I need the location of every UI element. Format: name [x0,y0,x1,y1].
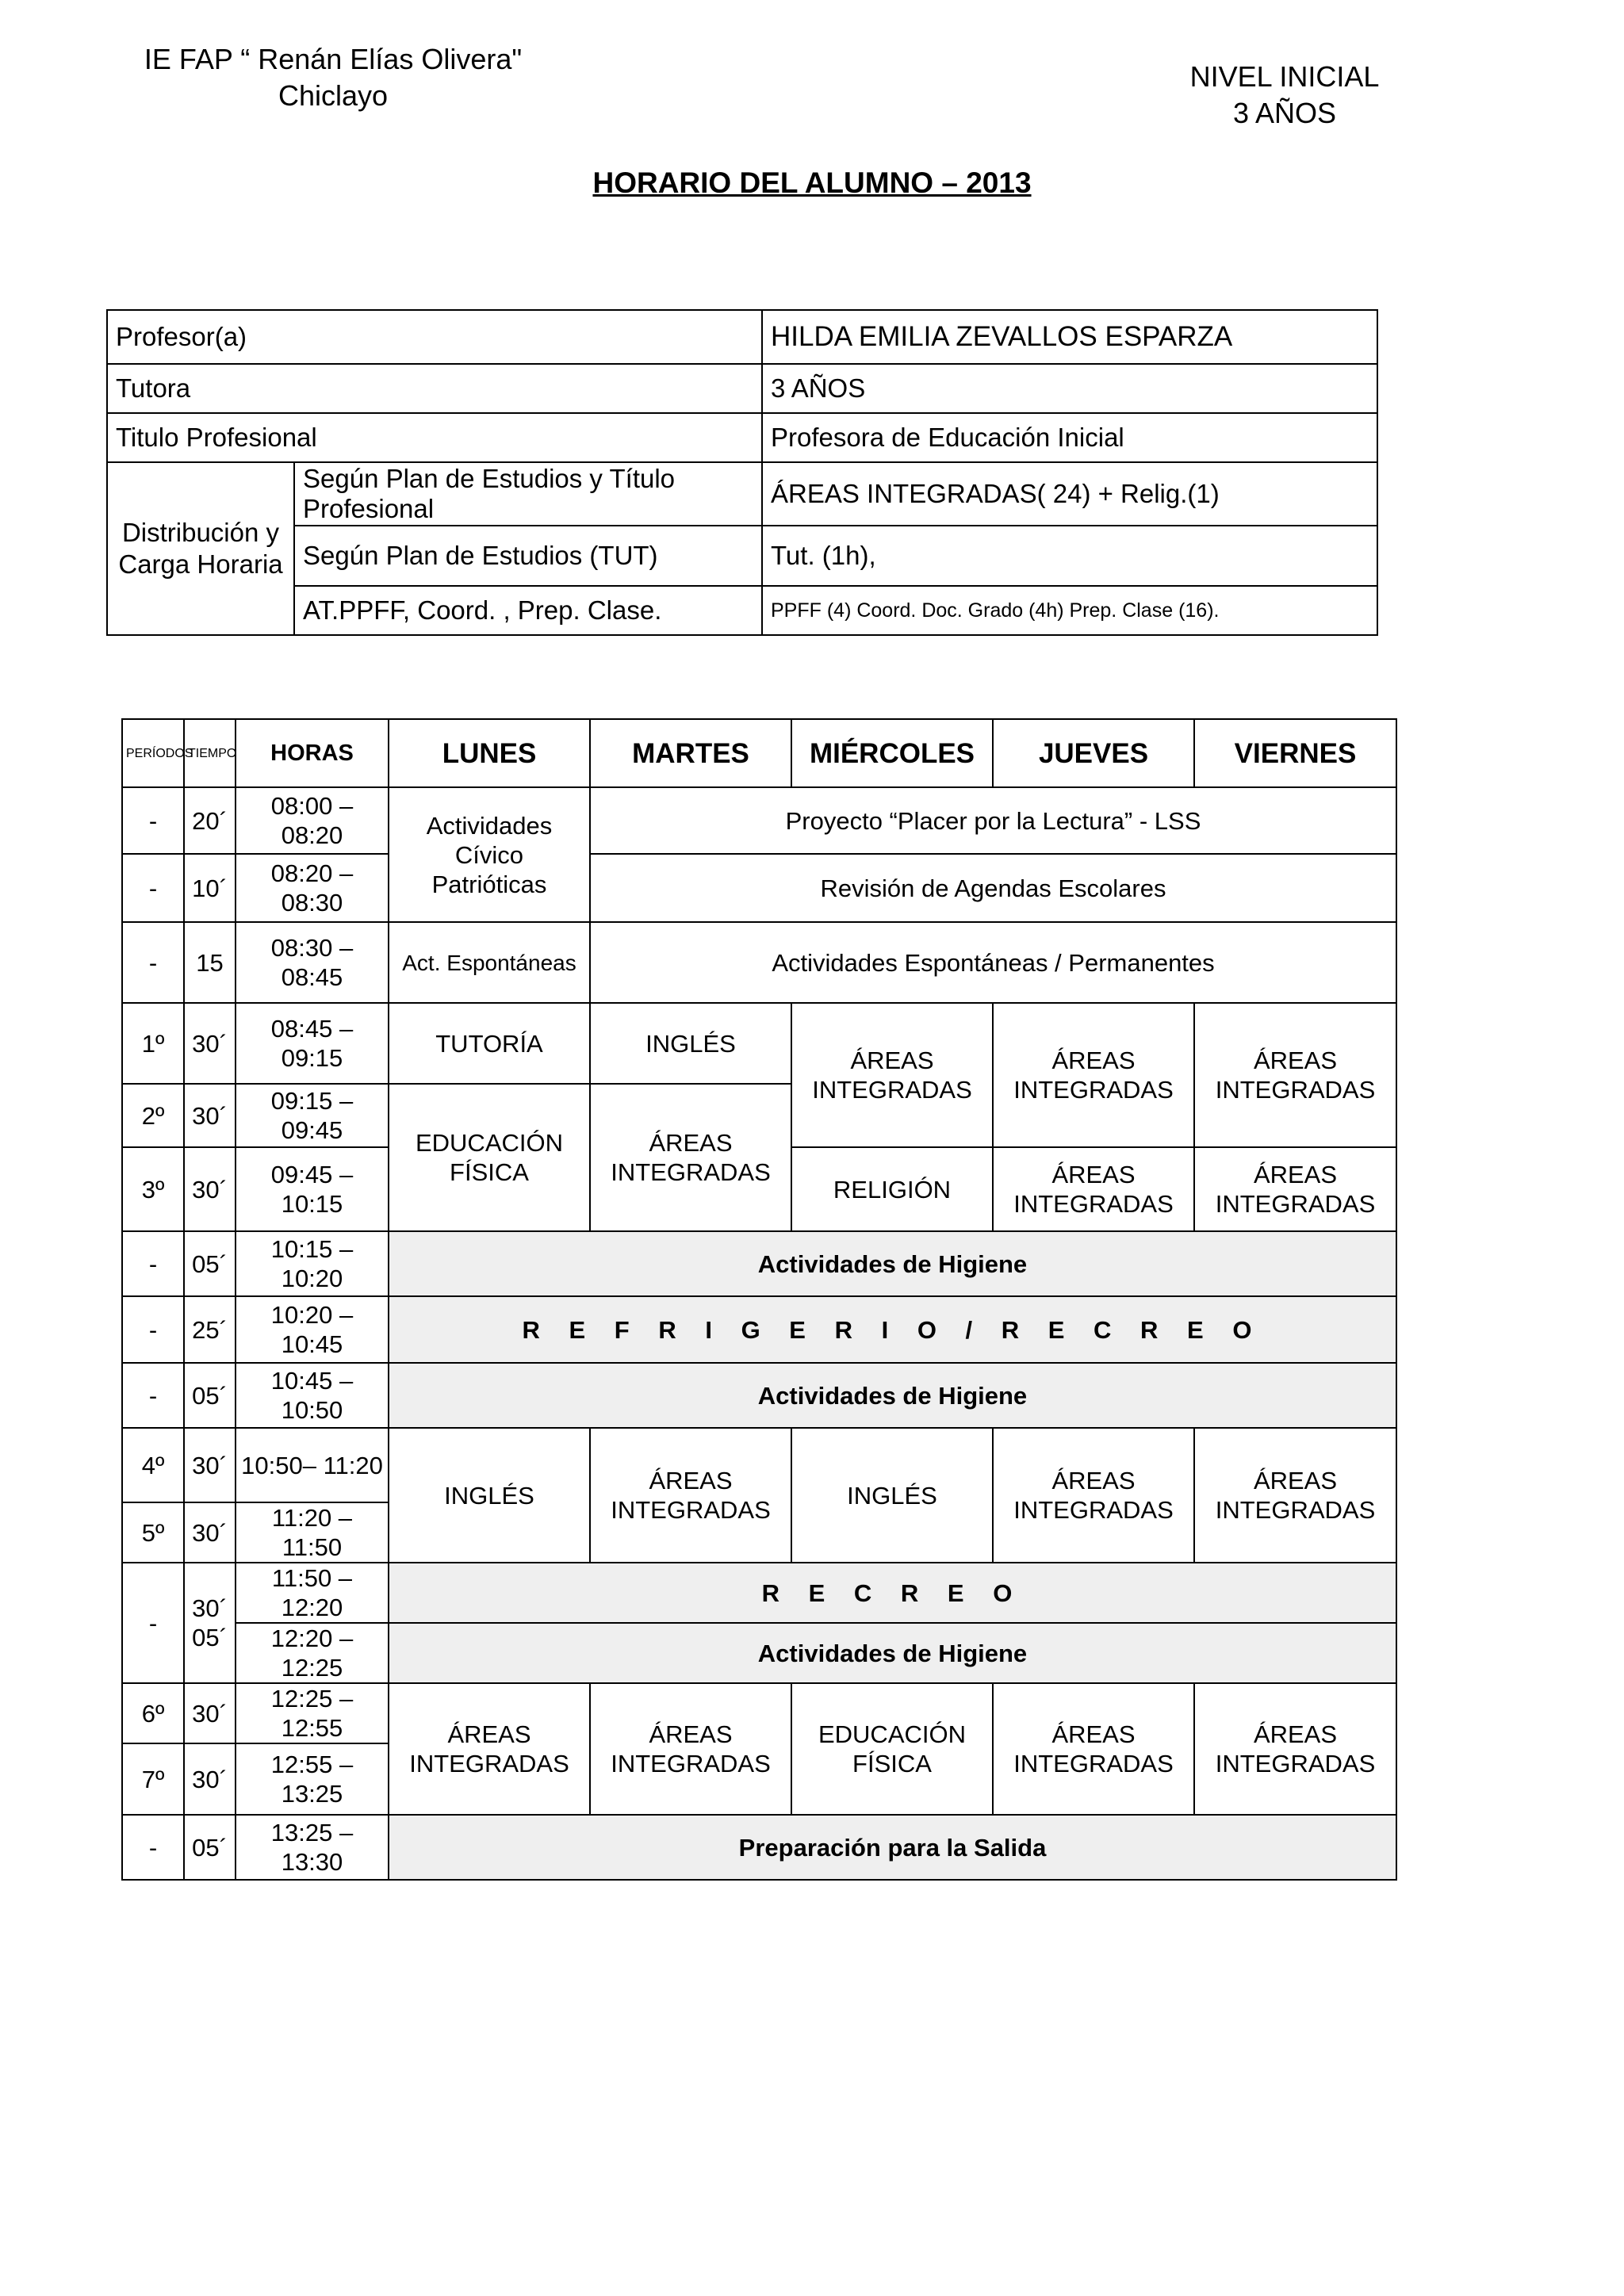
horas-cell: 10:20 – 10:45 [236,1296,389,1363]
span-cell-higiene: Actividades de Higiene [389,1231,1396,1296]
areas-cell [1194,1428,1396,1563]
periodo-cell: 7º [122,1743,184,1815]
horas-cell: 09:15 – 09:45 [236,1084,389,1147]
titulo-value: Profesora de Educación Inicial [762,413,1377,462]
areas-line-1: ÁREAS [649,1129,733,1157]
span-cell: Revisión de Agendas Escolares [590,854,1396,922]
periodo-cell: 6º [122,1683,184,1743]
info-row-profesor [107,310,1377,364]
schedule-row [122,1815,1396,1880]
header-horas: HORAS [236,719,389,787]
span-cell: Actividades Espontáneas / Permanentes [590,922,1396,1003]
school-name [119,41,547,114]
tiempo-cell [184,1563,236,1683]
miercoles-cell: RELIGIÓN [791,1147,993,1231]
areas-cell [590,1428,791,1563]
header-miercoles: MIÉRCOLES [791,719,993,787]
schedule-row [122,1563,1396,1623]
level-info [1166,59,1404,132]
civico-line-2: Cívico [454,840,524,869]
distribucion-line-2: Carga Horaria [118,549,283,579]
areas-line-2: INTEGRADAS [1215,1750,1376,1777]
info-row-plan [107,462,1377,526]
titulo-label: Titulo Profesional [107,413,762,462]
tiempo-cell: 30´ [184,1428,236,1502]
horas-cell: 10:45 – 10:50 [236,1363,389,1428]
periodo-cell: - [122,1296,184,1363]
areas-line-1: ÁREAS [1051,1467,1136,1494]
periodo-cell: - [122,1815,184,1880]
periodo-cell: - [122,922,184,1003]
profesor-label: Profesor(a) [107,310,762,364]
page-title: HORARIO DEL ALUMNO – 2013 [592,166,1032,199]
horas-cell: 11:50 – 12:20 [236,1563,389,1623]
lunes-cell: TUTORÍA [389,1003,590,1084]
schedule-row [122,1623,1396,1683]
level-line-2: 3 AÑOS [1232,97,1337,129]
areas-line-2: INTEGRADAS [1013,1496,1174,1524]
areas-line-2: INTEGRADAS [611,1750,771,1777]
info-row-at [107,586,1377,635]
areas-line-1: ÁREAS [850,1047,934,1074]
span-cell-higiene: Actividades de Higiene [389,1623,1396,1683]
areas-line-1: ÁREAS [1253,1720,1338,1748]
tiempo-cell: 05´ [184,1363,236,1428]
educacion-fisica-cell [389,1084,590,1231]
tiempo-cell: 05´ [184,1231,236,1296]
schedule-row [122,854,1396,922]
educacion-fisica-cell [791,1683,993,1815]
level-line-1: NIVEL INICIAL [1189,60,1380,93]
areas-line-2: INTEGRADAS [1215,1496,1376,1524]
periodo-cell: 3º [122,1147,184,1231]
areas-line-2: INTEGRADAS [1215,1076,1376,1104]
areas-line-1: ÁREAS [1051,1161,1136,1188]
periodo-cell: - [122,787,184,854]
edfis-line-2: FÍSICA [852,1750,932,1777]
horas-cell: 08:45 – 09:15 [236,1003,389,1084]
distribucion-line-1: Distribución y [121,518,280,547]
areas-cell [1194,1003,1396,1147]
info-row-tut [107,526,1377,586]
teacher-info-table [106,309,1378,636]
tiempo-cell: 30´ [184,1084,236,1147]
school-line-2: Chiclayo [278,79,389,112]
header-lunes: LUNES [389,719,590,787]
horas-cell: 08:00 – 08:20 [236,787,389,854]
periodo-cell: 4º [122,1428,184,1502]
areas-cell [1194,1683,1396,1815]
plan-value: ÁREAS INTEGRADAS( 24) + Relig.(1) [762,462,1377,526]
tiempo-cell: 10´ [184,854,236,922]
areas-line-2: INTEGRADAS [812,1076,972,1104]
periodo-cell: 2º [122,1084,184,1147]
header-viernes: VIERNES [1194,719,1396,787]
tiempo-cell: 25´ [184,1296,236,1363]
span-cell-higiene: Actividades de Higiene [389,1363,1396,1428]
areas-cell [993,1003,1194,1147]
areas-line-2: INTEGRADAS [409,1750,569,1777]
tutora-value: 3 AÑOS [762,364,1377,413]
schedule-row [122,1683,1396,1743]
header-jueves: JUEVES [993,719,1194,787]
at-label: AT.PPFF, Coord. , Prep. Clase. [294,586,762,635]
horas-cell: 09:45 – 10:15 [236,1147,389,1231]
span-cell: Proyecto “Placer por la Lectura” - LSS [590,787,1396,854]
edfis-line-1: EDUCACIÓN [818,1720,966,1748]
horas-cell: 12:25 – 12:55 [236,1683,389,1743]
tutora-label: Tutora [107,364,762,413]
info-row-tutora [107,364,1377,413]
martes-cell: INGLÉS [590,1003,791,1084]
periodo-cell: - [122,1231,184,1296]
tut-label: Según Plan de Estudios (TUT) [294,526,762,586]
civico-line-1: Actividades [426,811,553,840]
profesor-value: HILDA EMILIA ZEVALLOS ESPARZA [762,310,1377,364]
miercoles-cell: INGLÉS [791,1428,993,1563]
tiempo-cell: 05´ [184,1815,236,1880]
horas-cell: 10:15 – 10:20 [236,1231,389,1296]
areas-line-2: INTEGRADAS [1215,1190,1376,1218]
areas-line-1: ÁREAS [649,1720,733,1748]
areas-line-1: ÁREAS [649,1467,733,1494]
horas-cell: 10:50– 11:20 [236,1428,389,1502]
at-value: PPFF (4) Coord. Doc. Grado (4h) Prep. Clase (16). [762,586,1377,635]
areas-line-1: ÁREAS [1051,1720,1136,1748]
schedule-row [122,1428,1396,1502]
tiempo-cell: 30´ [184,1683,236,1743]
tut-value: Tut. (1h), [762,526,1377,586]
lunes-cell: INGLÉS [389,1428,590,1563]
areas-line-1: ÁREAS [1253,1161,1338,1188]
periodo-cell: - [122,854,184,922]
areas-line-2: INTEGRADAS [611,1158,771,1186]
areas-line-1: ÁREAS [447,1720,531,1748]
horas-cell: 12:55 – 13:25 [236,1743,389,1815]
areas-cell [993,1147,1194,1231]
edfis-line-1: EDUCACIÓN [415,1129,563,1157]
horas-cell: 12:20 – 12:25 [236,1623,389,1683]
periodo-cell: 5º [122,1502,184,1563]
edfis-line-2: FÍSICA [450,1158,529,1186]
areas-cell [1194,1147,1396,1231]
areas-cell [993,1683,1194,1815]
horas-cell: 08:20 – 08:30 [236,854,389,922]
tiempo-a: 30´ [192,1594,228,1622]
tiempo-cell: 30´ [184,1003,236,1084]
tiempo-cell: 30´ [184,1743,236,1815]
areas-line-1: ÁREAS [1051,1047,1136,1074]
areas-cell [791,1003,993,1147]
lunes-cell: Act. Espontáneas [389,922,590,1003]
civico-line-3: Patrióticas [431,870,547,898]
areas-line-2: INTEGRADAS [611,1496,771,1524]
distribucion-label [107,462,294,635]
tiempo-cell: 30´ [184,1147,236,1231]
lunes-civico-cell [389,787,590,922]
areas-cell [993,1428,1194,1563]
horas-cell: 11:20 – 11:50 [236,1502,389,1563]
areas-line-1: ÁREAS [1253,1047,1338,1074]
areas-cell [590,1084,791,1231]
schedule-table [121,718,1397,1881]
span-cell-refrigerio: R E F R I G E R I O / R E C R E O [389,1296,1396,1363]
areas-cell [590,1683,791,1815]
plan-label: Según Plan de Estudios y Título Profesional [294,462,762,526]
periodo-cell: - [122,1363,184,1428]
schedule-header-row [122,719,1396,787]
areas-line-2: INTEGRADAS [1013,1750,1174,1777]
tiempo-b: 05´ [192,1624,228,1651]
schedule-row [122,1003,1396,1084]
tiempo-cell: 30´ [184,1502,236,1563]
horas-cell: 08:30 – 08:45 [236,922,389,1003]
periodo-cell: - [122,1563,184,1683]
span-cell-recreo: R E C R E O [389,1563,1396,1623]
horas-cell: 13:25 – 13:30 [236,1815,389,1880]
schedule-row [122,922,1396,1003]
span-cell-salida: Preparación para la Salida [389,1815,1396,1880]
school-line-1: IE FAP “ Renán Elías Olivera" [144,43,523,75]
areas-line-2: INTEGRADAS [1013,1190,1174,1218]
schedule-row [122,1231,1396,1296]
areas-line-2: INTEGRADAS [1013,1076,1174,1104]
tiempo-cell: 20´ [184,787,236,854]
areas-line-1: ÁREAS [1253,1467,1338,1494]
schedule-row [122,1363,1396,1428]
info-row-titulo [107,413,1377,462]
schedule-row [122,787,1396,854]
header-periodos: PERÍODOS [122,719,184,787]
areas-cell [389,1683,590,1815]
tiempo-cell: 15 [184,922,236,1003]
header-martes: MARTES [590,719,791,787]
periodo-cell: 1º [122,1003,184,1084]
schedule-row [122,1296,1396,1363]
header-tiempo: TIEMPO [184,719,236,787]
